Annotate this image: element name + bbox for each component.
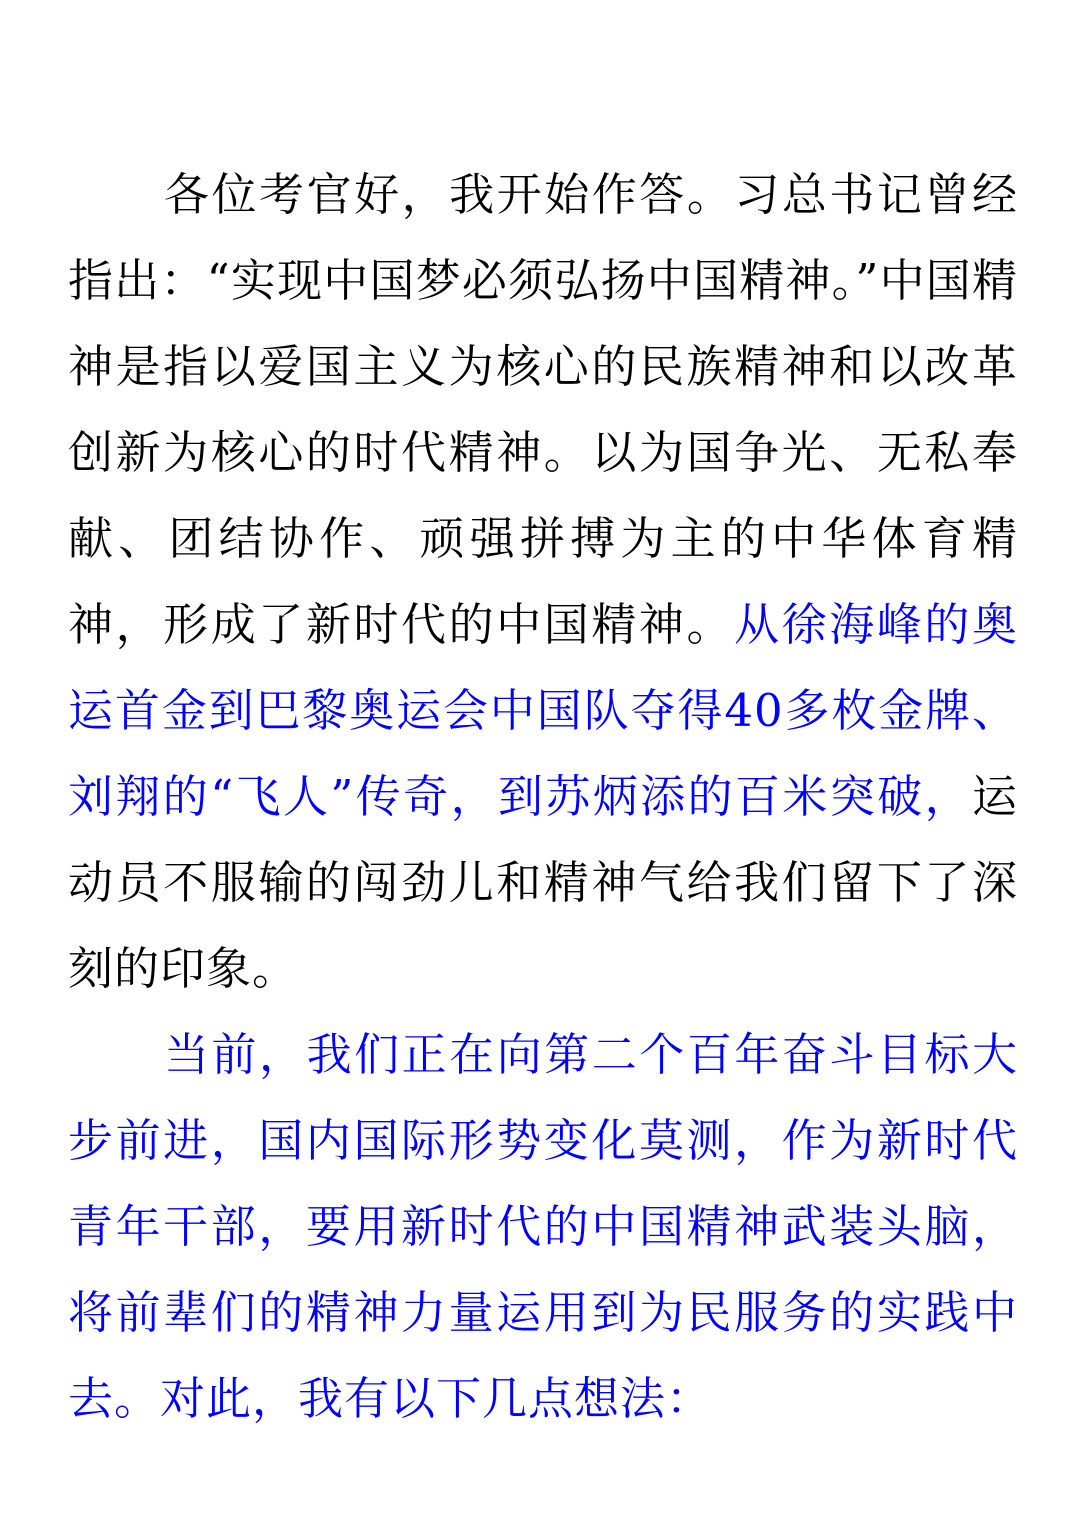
document-body [68,152,1018,1442]
paragraph-1-text-highlight: 从徐海峰的奥运首金到巴黎奥运会中国队夺得40多枚金牌、刘翔的“飞人”传奇，到苏炳添的百米突破， [68,598,1018,823]
paragraph-2-text-highlight: 当前，我们正在向第二个百年奋斗目标大步前进，国内国际形势变化莫测，作为新时代青年干部，要用新时代的中国精神武装头脑，将前辈们的精神力量运用到为民服务的实践中去。对此，我有以下几点想法： [68,1028,1018,1425]
paragraph-1-text-intro: 各位考官好，我开始作答。习总书记曾经指出：“实现中国梦必须弘扬中国精神。”中国精神是指以爱国主义为核心的民族精神和以改革创新为核心的时代精神。以为国争光、无私奉献、团结协作、顽强拼搏为主的中华体育精神，形成了新时代的中国精神。 [68,168,1018,651]
paragraph-2 [68,1012,1018,1442]
paragraph-1-text-conclusion: 运动员不服输的闯劲儿和精神气给我们留下了深刻的印象。 [68,770,1018,995]
paragraph-1 [68,152,1018,1012]
